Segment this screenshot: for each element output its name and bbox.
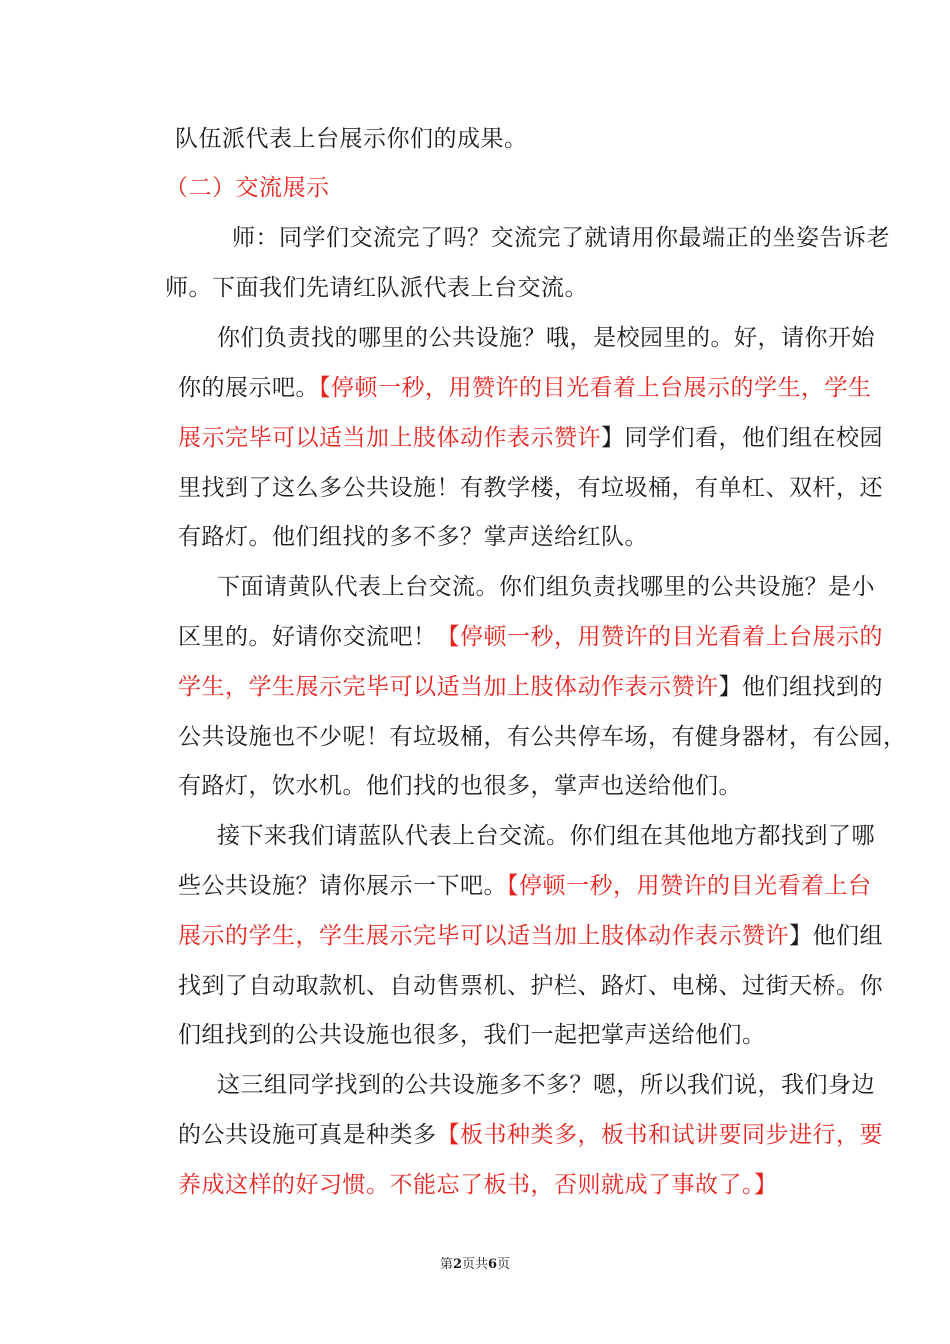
teaching-annotation: 【停顿一秒，用赞许的目光看着上台 (507, 873, 872, 899)
page-total: 6 (488, 1257, 498, 1272)
paragraph-line (178, 1120, 883, 1150)
teaching-annotation: 【板书种类多，板书和试讲要同步进行，要 (436, 1122, 883, 1148)
body-text: 你们负责找的哪里的公共设施？哦，是校园里的。好，请你开始 (217, 325, 875, 351)
body-text: 师。下面我们先请红队派代表上台交流。 (165, 275, 588, 301)
page-footer (0, 1256, 950, 1274)
paragraph-line (178, 1170, 778, 1200)
footer-text: 页共 (461, 1257, 488, 1272)
paragraph-line (178, 622, 883, 652)
body-text: 公共设施也不少呢！有垃圾桶，有公共停车场，有健身器材，有公园， (178, 724, 907, 750)
paragraph-line (178, 423, 883, 453)
teaching-annotation: 【停顿一秒，用赞许的目光看着上台展示的 (436, 624, 883, 650)
body-text: 们组找到的公共设施也很多，我们一起把掌声送给他们。 (178, 1022, 766, 1048)
body-text: 】同学们看，他们组在校园 (601, 425, 883, 451)
body-text: 区里的。好请你交流吧！ (178, 624, 437, 650)
body-text: 有路灯。他们组找的多不多？掌声送给红队。 (178, 524, 648, 550)
paragraph-line (178, 473, 883, 503)
footer-text: 第 (439, 1257, 453, 1272)
paragraph-line (232, 223, 890, 253)
body-text: 队伍派代表上台展示你们的成果。 (175, 126, 528, 152)
body-text: 这三组同学找到的公共设施多不多？嗯，所以我们说，我们身边 (217, 1072, 875, 1098)
paragraph-line (217, 323, 875, 353)
paragraph-line (217, 572, 875, 602)
teaching-annotation: 【停顿一秒，用赞许的目光看着上台展示的学生，学生 (319, 375, 872, 401)
section-heading (165, 173, 330, 203)
body-text: 】他们组找到的 (718, 674, 883, 700)
body-text: 的公共设施可真是种类多 (178, 1122, 437, 1148)
body-text: 】他们组 (789, 923, 883, 949)
paragraph-line (178, 921, 883, 951)
paragraph-line (175, 124, 528, 154)
body-text: 接下来我们请蓝队代表上台交流。你们组在其他地方都找到了哪 (217, 823, 875, 849)
paragraph-line (217, 1070, 875, 1100)
body-text: 下面请黄队代表上台交流。你们组负责找哪里的公共设施？是小 (217, 574, 875, 600)
body-text: 找到了自动取款机、自动售票机、护栏、路灯、电梯、过街天桥。你 (178, 973, 883, 999)
paragraph-line (178, 672, 883, 702)
paragraph-line (178, 373, 872, 403)
teaching-annotation: 展示的学生，学生展示完毕可以适当加上肢体动作表示赞许 (178, 923, 789, 949)
body-text: 你的展示吧。 (178, 375, 319, 401)
body-text: 有路灯，饮水机。他们找的也很多，掌声也送给他们。 (178, 773, 742, 799)
paragraph-line (178, 771, 742, 801)
teaching-annotation: 养成这样的好习惯。不能忘了板书，否则就成了事故了。】 (178, 1172, 778, 1198)
page-number: 2 (452, 1257, 462, 1272)
paragraph-line (217, 821, 875, 851)
paragraph-line (178, 722, 907, 752)
teaching-annotation: 学生，学生展示完毕可以适当加上肢体动作表示赞许 (178, 674, 719, 700)
section-heading-text: （二）交流展示 (165, 175, 330, 201)
paragraph-line (178, 871, 872, 901)
teaching-annotation: 展示完毕可以适当加上肢体动作表示赞许 (178, 425, 601, 451)
paragraph-line (178, 1020, 766, 1050)
body-text: 师：同学们交流完了吗？交流完了就请用你最端正的坐姿告诉老 (232, 225, 890, 251)
paragraph-line (178, 522, 648, 552)
body-text: 里找到了这么多公共设施！有教学楼，有垃圾桶，有单杠、双杆，还 (178, 475, 883, 501)
body-text: 些公共设施？请你展示一下吧。 (178, 873, 507, 899)
paragraph-line (165, 273, 588, 303)
footer-text: 页 (497, 1257, 511, 1272)
paragraph-line (178, 971, 883, 1001)
